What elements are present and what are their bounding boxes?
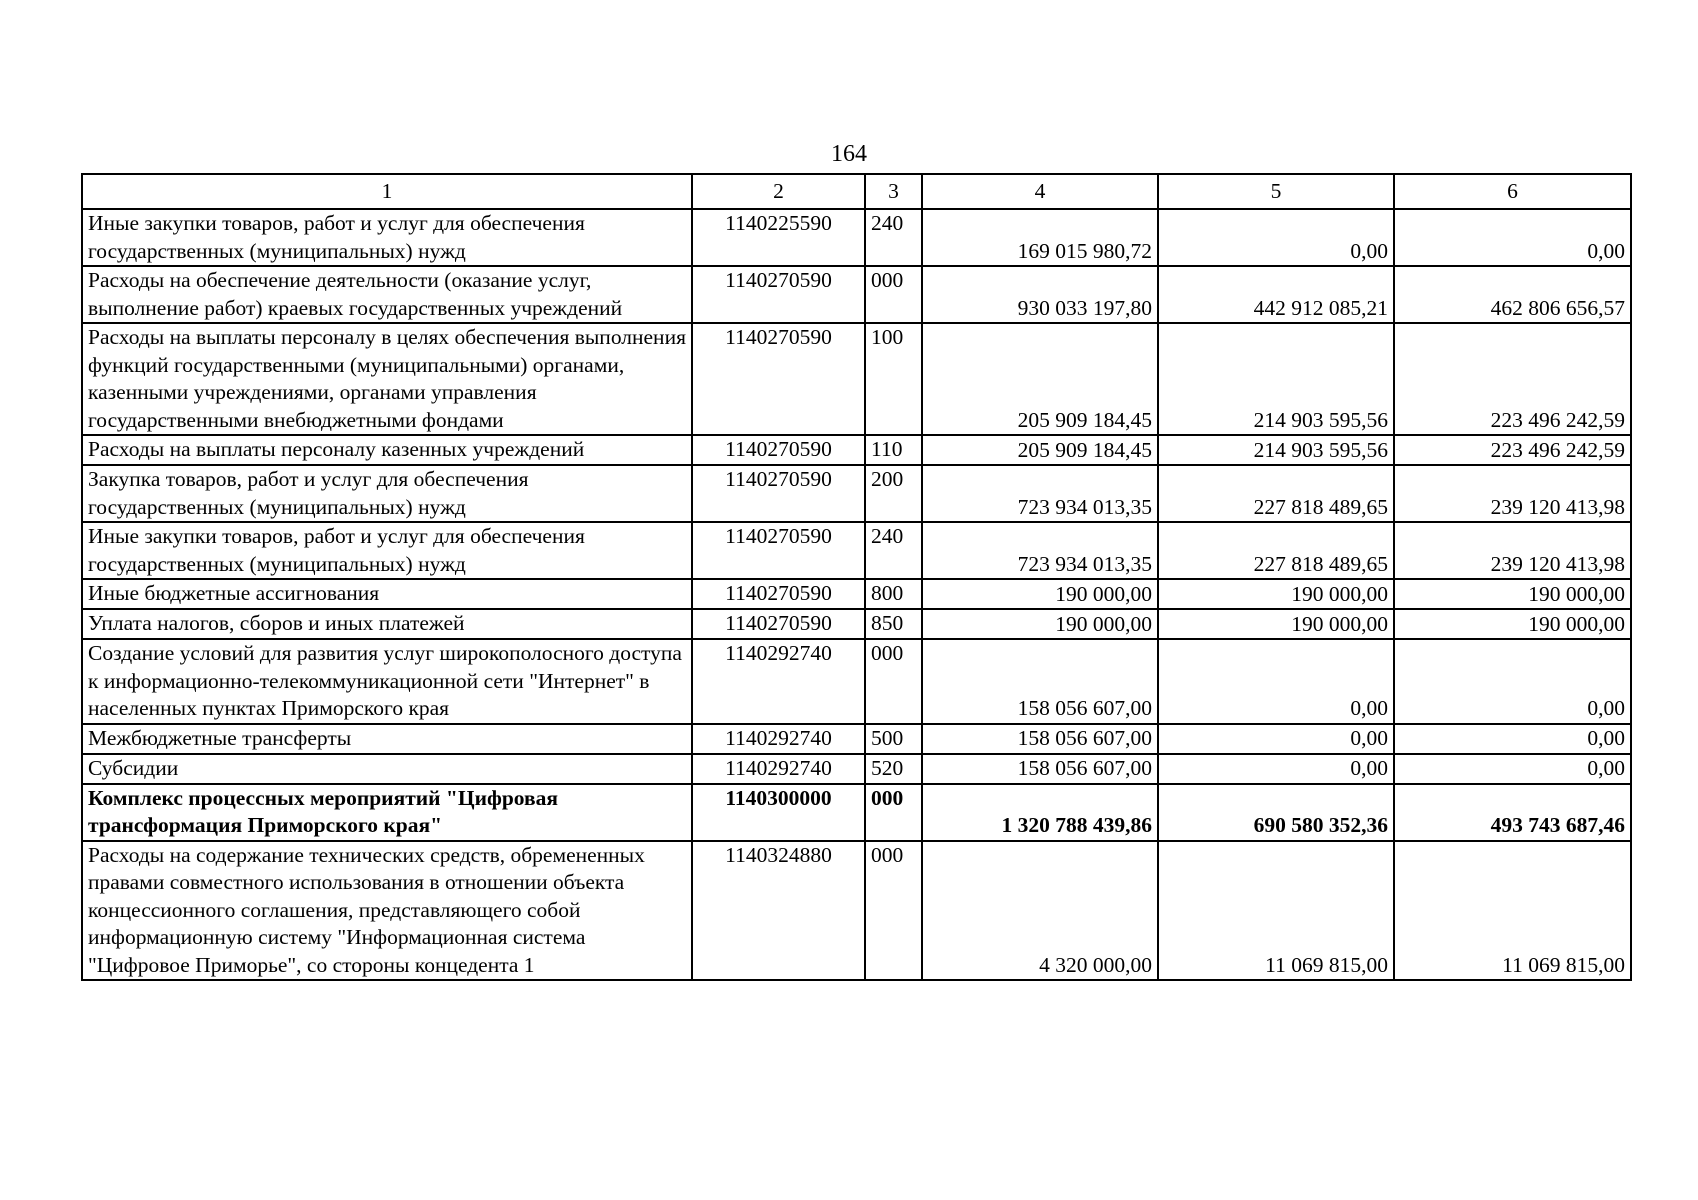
table-row (82, 754, 1631, 784)
expense-type-cell: 110 (865, 435, 922, 465)
amount-cell-col5: 11 069 815,00 (1158, 841, 1394, 981)
expense-type-cell: 850 (865, 609, 922, 639)
table-row (82, 435, 1631, 465)
table-row (82, 323, 1631, 435)
target-article-cell: 1140270590 (692, 323, 865, 435)
expense-type-cell: 000 (865, 266, 922, 323)
expense-name-cell: Расходы на выплаты персоналу в целях обеспечения выполнения функций государственными (муниципальными) органами, казенными учреждениями, органами управления государственными внебюджетными фондами (82, 323, 692, 435)
expense-type-cell: 240 (865, 209, 922, 266)
column-header: 1 (82, 174, 692, 209)
amount-cell-col4: 205 909 184,45 (922, 323, 1158, 435)
table-row (82, 784, 1631, 841)
column-header: 2 (692, 174, 865, 209)
expense-type-cell: 000 (865, 841, 922, 981)
page-number: 164 (831, 141, 867, 167)
amount-cell-col4: 723 934 013,35 (922, 522, 1158, 579)
column-header: 6 (1394, 174, 1631, 209)
table-row (82, 266, 1631, 323)
expense-type-cell: 800 (865, 579, 922, 609)
table-row (82, 639, 1631, 724)
amount-cell-col4: 205 909 184,45 (922, 435, 1158, 465)
expense-type-cell: 000 (865, 639, 922, 724)
target-article-cell: 1140270590 (692, 465, 865, 522)
amount-cell-col6: 223 496 242,59 (1394, 323, 1631, 435)
table-row (82, 209, 1631, 266)
table-row (82, 579, 1631, 609)
amount-cell-col4: 1 320 788 439,86 (922, 784, 1158, 841)
amount-cell-col5: 214 903 595,56 (1158, 435, 1394, 465)
target-article-cell: 1140270590 (692, 609, 865, 639)
table-row (82, 465, 1631, 522)
target-article-cell: 1140292740 (692, 724, 865, 754)
amount-cell-col4: 190 000,00 (922, 579, 1158, 609)
amount-cell-col5: 0,00 (1158, 639, 1394, 724)
target-article-cell: 1140270590 (692, 579, 865, 609)
amount-cell-col4: 158 056 607,00 (922, 724, 1158, 754)
column-header: 4 (922, 174, 1158, 209)
expense-type-cell: 240 (865, 522, 922, 579)
table-row (82, 522, 1631, 579)
amount-cell-col5: 690 580 352,36 (1158, 784, 1394, 841)
header-row (82, 174, 1631, 209)
table-row (82, 724, 1631, 754)
target-article-cell: 1140270590 (692, 522, 865, 579)
expense-name-cell: Создание условий для развития услуг широкополосного доступа к информационно-телекоммуникационной сети "Интернет" в населенных пунктах Приморского края (82, 639, 692, 724)
amount-cell-col4: 4 320 000,00 (922, 841, 1158, 981)
expense-type-cell: 100 (865, 323, 922, 435)
expense-name-cell: Межбюджетные трансферты (82, 724, 692, 754)
amount-cell-col5: 190 000,00 (1158, 609, 1394, 639)
target-article-cell: 1140270590 (692, 266, 865, 323)
expense-name-cell: Расходы на обеспечение деятельности (оказание услуг, выполнение работ) краевых государственных учреждений (82, 266, 692, 323)
amount-cell-col5: 227 818 489,65 (1158, 465, 1394, 522)
amount-cell-col6: 462 806 656,57 (1394, 266, 1631, 323)
amount-cell-col5: 442 912 085,21 (1158, 266, 1394, 323)
table-row (82, 841, 1631, 981)
amount-cell-col4: 930 033 197,80 (922, 266, 1158, 323)
target-article-cell: 1140324880 (692, 841, 865, 981)
budget-table (81, 173, 1632, 981)
amount-cell-col6: 0,00 (1394, 754, 1631, 784)
amount-cell-col4: 190 000,00 (922, 609, 1158, 639)
amount-cell-col4: 169 015 980,72 (922, 209, 1158, 266)
expense-type-cell: 000 (865, 784, 922, 841)
amount-cell-col5: 0,00 (1158, 209, 1394, 266)
expense-type-cell: 200 (865, 465, 922, 522)
amount-cell-col6: 239 120 413,98 (1394, 522, 1631, 579)
amount-cell-col6: 11 069 815,00 (1394, 841, 1631, 981)
amount-cell-col5: 0,00 (1158, 754, 1394, 784)
target-article-cell: 1140292740 (692, 754, 865, 784)
expense-name-cell: Субсидии (82, 754, 692, 784)
expense-name-cell: Иные закупки товаров, работ и услуг для обеспечения государственных (муниципальных) нужд (82, 209, 692, 266)
expense-name-cell: Иные бюджетные ассигнования (82, 579, 692, 609)
amount-cell-col4: 723 934 013,35 (922, 465, 1158, 522)
amount-cell-col6: 190 000,00 (1394, 609, 1631, 639)
target-article-cell: 1140270590 (692, 435, 865, 465)
amount-cell-col6: 223 496 242,59 (1394, 435, 1631, 465)
amount-cell-col6: 190 000,00 (1394, 579, 1631, 609)
amount-cell-col6: 0,00 (1394, 209, 1631, 266)
expense-name-cell: Иные закупки товаров, работ и услуг для обеспечения государственных (муниципальных) нужд (82, 522, 692, 579)
table-body (82, 209, 1631, 980)
target-article-cell: 1140300000 (692, 784, 865, 841)
amount-cell-col6: 0,00 (1394, 639, 1631, 724)
expense-name-cell: Расходы на выплаты персоналу казенных учреждений (82, 435, 692, 465)
expense-type-cell: 520 (865, 754, 922, 784)
amount-cell-col4: 158 056 607,00 (922, 754, 1158, 784)
amount-cell-col5: 227 818 489,65 (1158, 522, 1394, 579)
expense-type-cell: 500 (865, 724, 922, 754)
amount-cell-col4: 158 056 607,00 (922, 639, 1158, 724)
amount-cell-col6: 239 120 413,98 (1394, 465, 1631, 522)
target-article-cell: 1140292740 (692, 639, 865, 724)
amount-cell-col5: 0,00 (1158, 724, 1394, 754)
column-header: 3 (865, 174, 922, 209)
amount-cell-col6: 0,00 (1394, 724, 1631, 754)
amount-cell-col5: 190 000,00 (1158, 579, 1394, 609)
amount-cell-col5: 214 903 595,56 (1158, 323, 1394, 435)
expense-name-cell: Комплекс процессных мероприятий "Цифровая трансформация Приморского края" (82, 784, 692, 841)
target-article-cell: 1140225590 (692, 209, 865, 266)
expense-name-cell: Закупка товаров, работ и услуг для обеспечения государственных (муниципальных) нужд (82, 465, 692, 522)
amount-cell-col6: 493 743 687,46 (1394, 784, 1631, 841)
expense-name-cell: Расходы на содержание технических средств, обремененных правами совместного использования в отношении объекта концессионного соглашения, представляющего собой информационную систему "Информационная система "Цифровое Приморье", со стороны концедента 1 (82, 841, 692, 981)
table-row (82, 609, 1631, 639)
expense-name-cell: Уплата налогов, сборов и иных платежей (82, 609, 692, 639)
column-header: 5 (1158, 174, 1394, 209)
